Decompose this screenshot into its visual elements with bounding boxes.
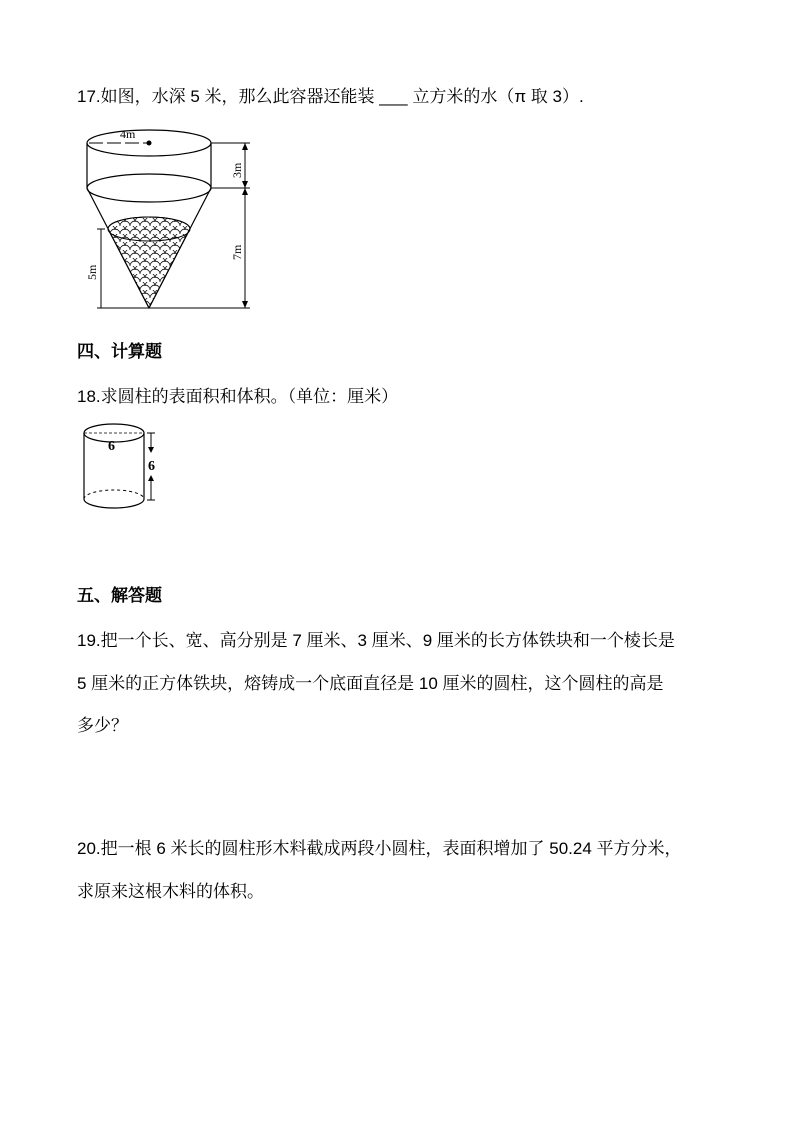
water-volume <box>108 217 190 308</box>
cylinder-bottom-back <box>84 490 144 499</box>
section-heading-word-problems: 五、解答题 <box>77 586 162 605</box>
question-17-text: 17.如图，水深 5 米，那么此容器还能装 ___ 立方米的水（π 取 3）. <box>77 87 584 106</box>
cylinder-diagram <box>78 420 168 515</box>
question-19-line-1: 19.把一个长、宽、高分别是 7 厘米、3 厘米、9 厘米的长方体铁块和一个棱长是 <box>77 631 675 650</box>
question-19-line-3: 多少？ <box>77 716 128 735</box>
diameter-label: 6 <box>108 439 115 454</box>
radius-label: 4m <box>120 127 136 141</box>
question-18-text: 18.求圆柱的表面积和体积。（单位：厘米） <box>77 387 399 406</box>
water-depth-label: 5m <box>85 264 99 280</box>
center-dot <box>147 141 152 146</box>
question-20-line-1: 20.把一根 6 米长的圆柱形木料截成两段小圆柱，表面积增加了 50.24 平方分米， <box>77 839 682 858</box>
section-heading-calculation: 四、计算题 <box>77 342 162 361</box>
height-label: 6 <box>148 459 155 474</box>
cone-height-label: 7m <box>230 244 244 260</box>
question-20-line-2: 求原来这根木料的体积。 <box>77 882 264 901</box>
container-diagram <box>80 122 260 314</box>
question-19-line-2: 5 厘米的正方体铁块，熔铸成一个底面直径是 10 厘米的圆柱，这个圆柱的高是 <box>77 674 664 693</box>
cylinder-height-label: 3m <box>230 162 244 178</box>
cylinder-bottom-front <box>84 499 144 508</box>
cylinder-bottom <box>87 174 211 202</box>
